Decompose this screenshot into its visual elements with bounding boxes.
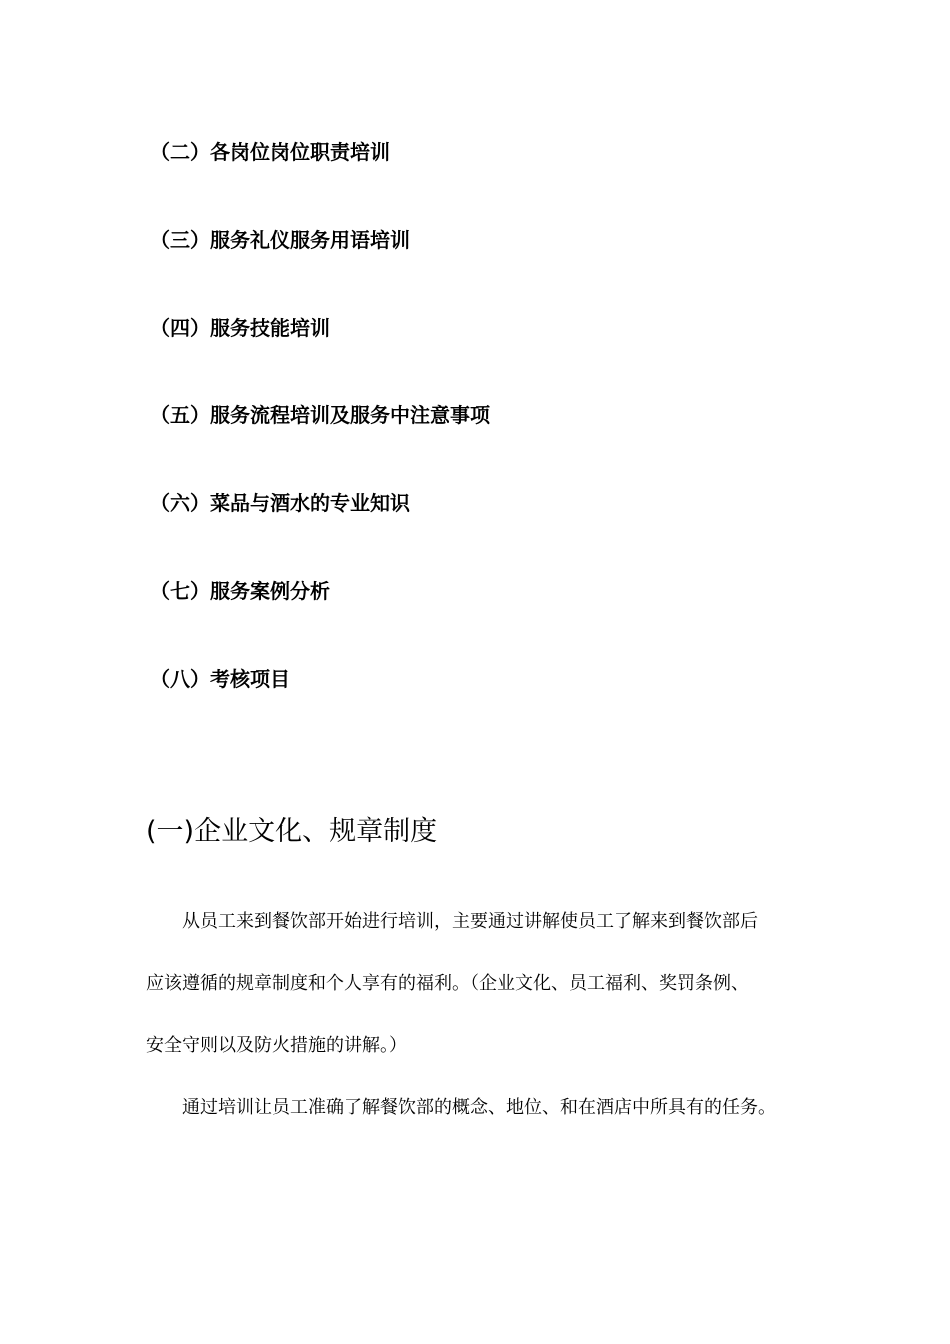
toc-item-5: （五）服务流程培训及服务中注意事项 [150, 403, 490, 427]
toc-item-3: （三）服务礼仪服务用语培训 [150, 228, 410, 252]
toc-item-4: （四）服务技能培训 [150, 316, 330, 340]
paragraph-1-line-3: 安全守则以及防火措施的讲解。） [146, 1035, 407, 1056]
section-heading: (一)企业文化、规章制度 [146, 816, 438, 847]
paragraph-1-line-1: 从员工来到餐饮部开始进行培训，主要通过讲解使员工了解来到餐饮部后 [182, 911, 758, 932]
paragraph-1-line-2: 应该遵循的规章制度和个人享有的福利。（企业文化、员工福利、奖罚条例、 [146, 973, 749, 994]
toc-item-6: （六）菜品与酒水的专业知识 [150, 491, 410, 515]
toc-item-2: （二）各岗位岗位职责培训 [150, 140, 390, 164]
paragraph-2-line-1: 通过培训让员工准确了解餐饮部的概念、地位、和在酒店中所具有的任务。 [182, 1097, 776, 1118]
toc-item-7: （七）服务案例分析 [150, 579, 330, 603]
toc-item-8: （八）考核项目 [150, 667, 290, 691]
